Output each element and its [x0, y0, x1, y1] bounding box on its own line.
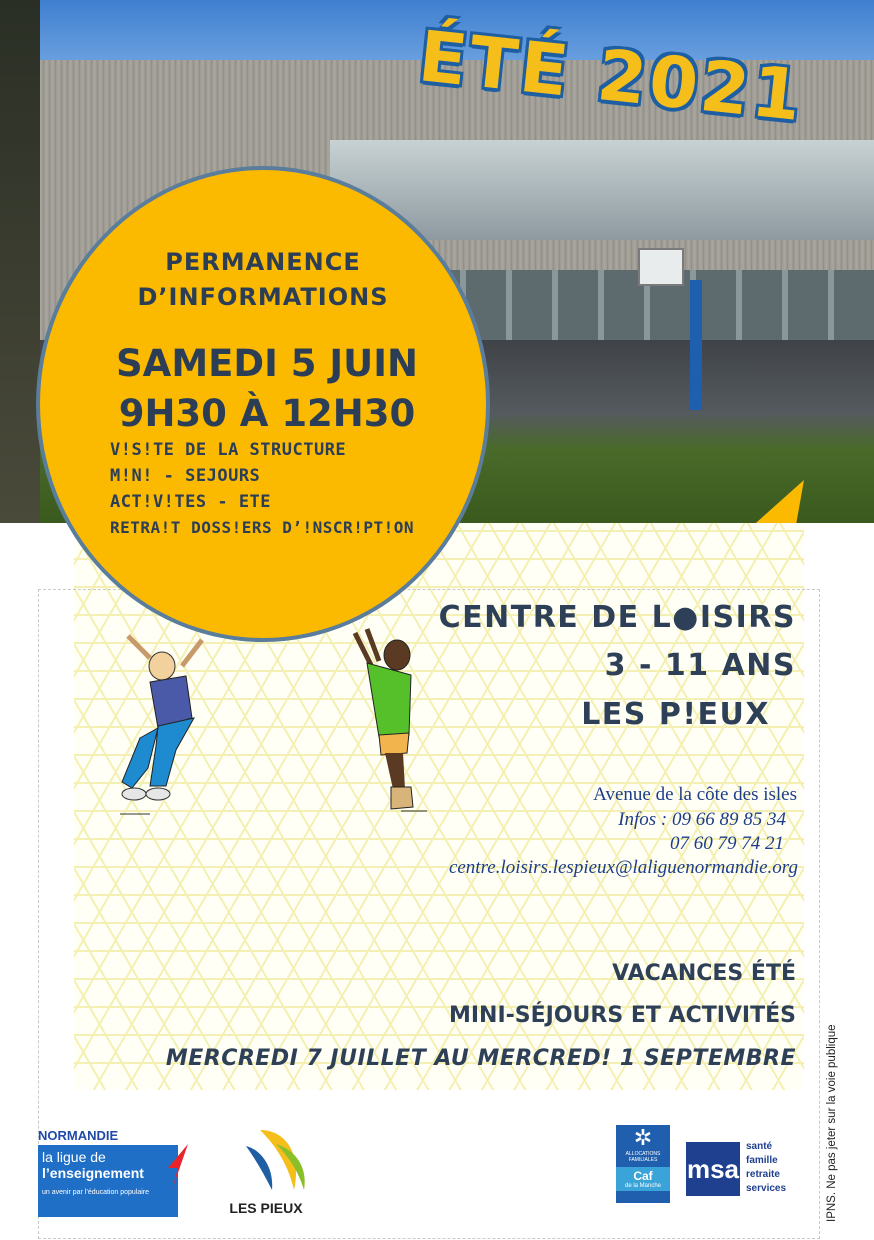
msa-word: famille — [746, 1155, 778, 1166]
bubble-item: ACT!V!TES - ETE — [110, 492, 272, 512]
ligue-line1: la ligue de — [42, 1149, 106, 1165]
tree-silhouette — [0, 0, 40, 523]
girl-jumping-illustration — [110, 618, 220, 818]
bubble-item: V!S!TE DE LA STRUCTURE — [110, 440, 347, 460]
basketball-hoop — [638, 248, 684, 286]
basketball-pole — [690, 280, 702, 410]
contact-address: Avenue de la côte des isles — [593, 784, 797, 805]
boy-jumping-illustration — [345, 625, 440, 825]
centre-name: CENTRE DE L●ISIRS — [438, 600, 796, 635]
bubble-time: 9H30 À 12H30 — [118, 392, 416, 435]
bubble-item: M!N! - SEJOURS — [110, 466, 261, 486]
ligue-enseignement-logo — [38, 1128, 188, 1216]
contact-email[interactable]: centre.loisirs.lespieux@laliguenormandie.org — [448, 857, 798, 878]
centre-town: LES P!EUX — [581, 697, 770, 732]
centre-age: 3 - 11 ANS — [604, 648, 796, 683]
bubble-item: RETRA!T DOSS!ERS D’!NSCR!PT!ON — [110, 518, 414, 537]
contact-phone-1: Infos : 09 66 89 85 34 — [618, 809, 786, 830]
ligue-arrow-icon — [166, 1142, 190, 1192]
msa-word: retraite — [746, 1169, 780, 1180]
ligue-region: NORMANDIE — [38, 1128, 119, 1143]
caf-line1: ALLOCATIONS FAMILIALES — [625, 1151, 661, 1163]
bubble-title-line2: D’INFORMATIONS — [137, 283, 389, 311]
bubble-title-line1: PERMANENCE — [165, 248, 361, 276]
les-pieux-label: LES PIEUX — [229, 1200, 303, 1216]
contact-phone-2: 07 60 79 74 21 — [670, 833, 784, 854]
ligue-tagline: un avenir par l’éducation populaire — [42, 1189, 150, 1196]
caf-emblem-icon: ✲ — [633, 1125, 653, 1150]
msa-logo — [686, 1140, 798, 1198]
ligue-line2: l’enseignement — [42, 1165, 144, 1181]
bubble-date: SAMEDI 5 JUIN — [116, 342, 418, 385]
vacances-subtitle: MINI-SÉJOURS ET ACTIVITÉS — [448, 1003, 796, 1028]
les-pieux-emblem-icon — [216, 1124, 316, 1194]
msa-mark-icon: msa — [686, 1142, 740, 1196]
caf-line3: de la Manche — [624, 1183, 662, 1189]
msa-word: santé — [746, 1141, 773, 1152]
caf-line2: Caf — [633, 1169, 653, 1183]
les-pieux-logo — [216, 1124, 316, 1216]
msa-word: services — [746, 1183, 787, 1194]
caf-logo — [616, 1125, 670, 1203]
vacances-title: VACANCES ÉTÉ — [612, 961, 796, 986]
vacances-dates: MERCREDI 7 JUILLET AU MERCRED! 1 SEPTEMBRE — [165, 1046, 796, 1071]
headline-title: ÉTÉ 2021 — [414, 15, 808, 138]
ipns-note: IPNS. Ne pas jeter sur la voie publique — [826, 1024, 838, 1222]
